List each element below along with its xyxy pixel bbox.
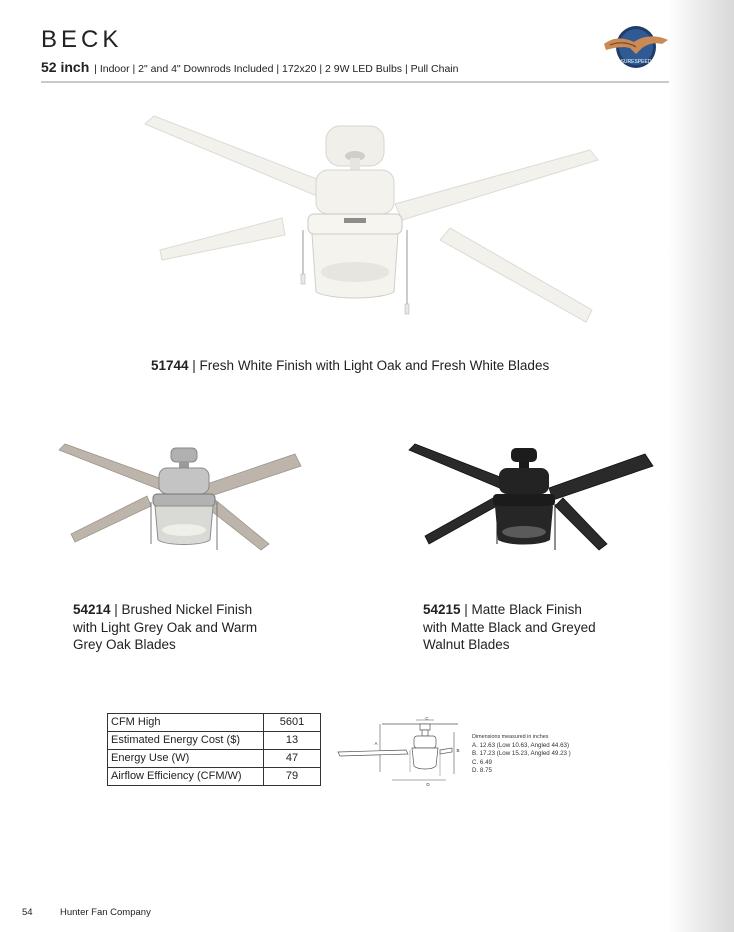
sku-54214: 54214: [73, 602, 111, 617]
spec-label: Energy Use (W): [108, 750, 264, 768]
fan-image-51744: [140, 100, 600, 330]
spec-value: 47: [264, 750, 321, 768]
desc-54214-line1: | Brushed Nickel Finish: [110, 602, 253, 617]
caption-51744: [151, 357, 549, 375]
badge-label: SURESPEED: [620, 59, 652, 65]
fan-image-54215: [405, 440, 665, 560]
caption-54214: [73, 601, 257, 654]
spec-label: Estimated Energy Cost ($): [108, 732, 264, 750]
dimension-heading: Dimensions measured in inches: [472, 734, 549, 740]
sku-54215: 54215: [423, 602, 461, 617]
table-row: [108, 732, 321, 750]
performance-table: [107, 713, 321, 786]
product-features: | Indoor | 2" and 4" Downrods Included | 172x20 | 2 9W LED Bulbs | Pull Chain: [94, 63, 459, 75]
fan-image-54214: [55, 440, 315, 560]
dimension-line: C. 6.49: [472, 758, 492, 766]
page-edge-shadow: [668, 0, 734, 932]
dim-letter-c: C: [425, 716, 429, 721]
page-number: 54: [22, 907, 33, 918]
product-title: BECK: [41, 26, 123, 53]
caption-54215: [423, 601, 596, 654]
table-row: [108, 714, 321, 732]
product-specs: [41, 59, 458, 75]
sku-51744: 51744: [151, 358, 189, 373]
company-name: Hunter Fan Company: [60, 907, 151, 918]
spec-label: CFM High: [108, 714, 264, 732]
dim-letter-d: D: [426, 782, 430, 787]
dimension-diagram: [336, 714, 466, 788]
spec-value: 13: [264, 732, 321, 750]
desc-54214-line2: with Light Grey Oak and Warm: [73, 619, 258, 635]
desc-54215-line1: | Matte Black Finish: [460, 602, 582, 617]
desc-54215-line2: with Matte Black and Greyed: [423, 619, 596, 635]
dimension-line: B. 17.23 (Low 15.23, Angled 49.23 ): [472, 750, 571, 758]
table-row: [108, 750, 321, 768]
spec-label: Airflow Efficiency (CFM/W): [108, 768, 264, 786]
dim-letter-a: A: [374, 741, 378, 746]
product-size: 52 inch: [41, 59, 90, 75]
desc-54215-line3: Walnut Blades: [423, 637, 510, 652]
table-row: [108, 768, 321, 786]
dimension-line: A. 12.63 (Low 10.63, Angled 44.63): [472, 741, 570, 749]
desc-51744: | Fresh White Finish with Light Oak and Fresh White Blades: [188, 358, 550, 373]
dim-letter-b: B: [456, 748, 460, 753]
dimension-notes: [472, 733, 571, 776]
header-divider: [41, 81, 669, 83]
surespeed-badge-icon: [600, 22, 672, 72]
dimension-line: D. 8.75: [472, 767, 492, 775]
spec-value: 79: [264, 768, 321, 786]
desc-54214-line3: Grey Oak Blades: [73, 637, 176, 652]
spec-value: 5601: [264, 714, 321, 732]
